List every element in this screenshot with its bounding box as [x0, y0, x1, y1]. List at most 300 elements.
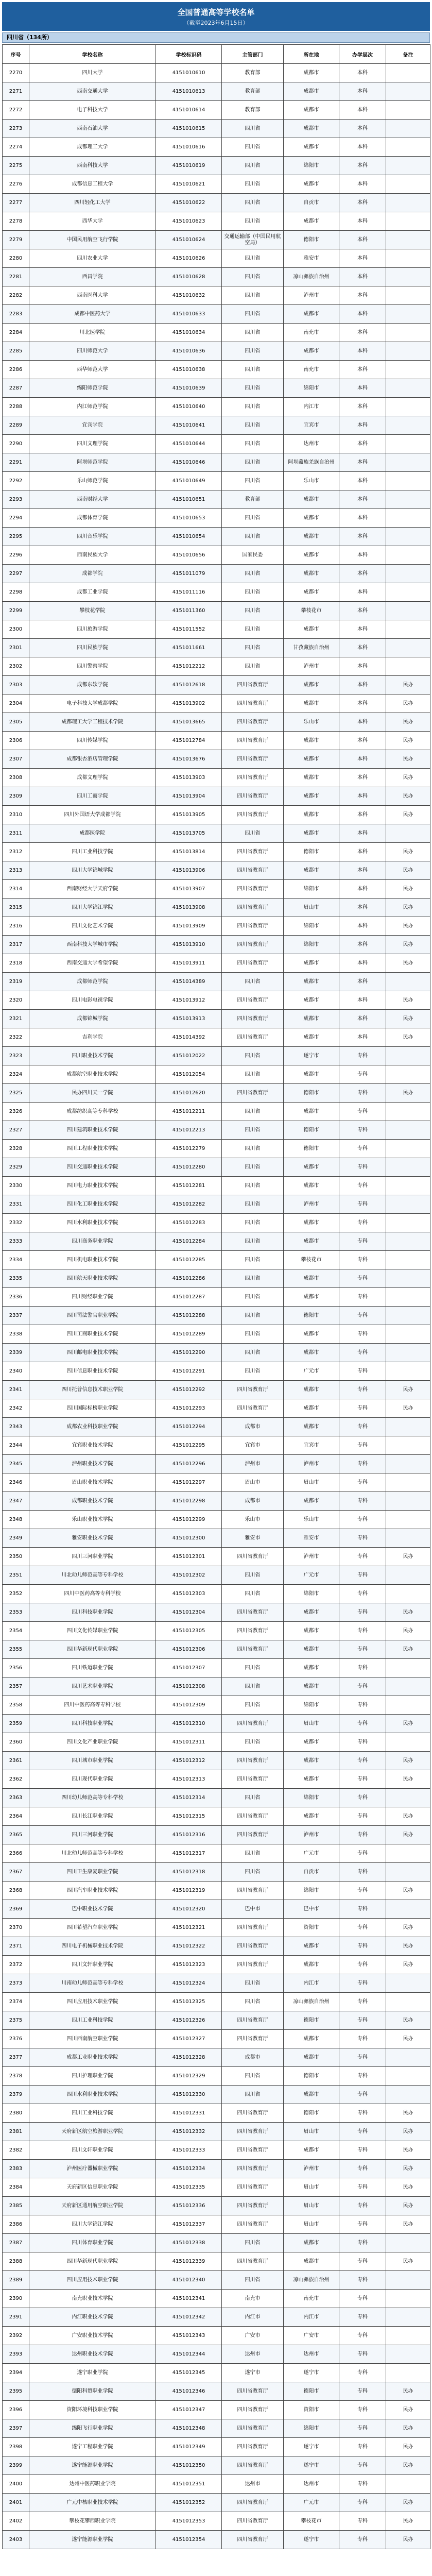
school-code-cell: 4151012340	[156, 2271, 222, 2290]
school-name-cell: 中国民用航空飞行学院	[29, 231, 156, 249]
row-number-cell: 2281	[3, 268, 29, 286]
school-name-cell: 雅安职业技术学院	[29, 1529, 156, 1548]
table-row	[3, 398, 430, 416]
school-code-cell: 4151012345	[156, 2364, 222, 2382]
table-row	[3, 824, 430, 843]
note-cell	[386, 657, 430, 676]
note-cell: 民办	[386, 2456, 430, 2475]
note-cell: 民办	[386, 861, 430, 880]
row-number-cell: 2373	[3, 1974, 29, 1993]
col-header: 学校标识码	[156, 45, 222, 64]
school-name-cell: 达州中医药职业学院	[29, 2475, 156, 2494]
location-cell: 内江市	[284, 398, 339, 416]
level-cell: 本科	[339, 82, 386, 101]
school-code-cell: 4151012347	[156, 2401, 222, 2419]
level-cell: 本科	[339, 676, 386, 694]
location-cell: 达州市	[284, 2345, 339, 2364]
location-cell: 成都市	[284, 750, 339, 769]
table-row	[3, 1232, 430, 1251]
authority-cell: 四川省	[222, 1863, 284, 1882]
location-cell: 成都市	[284, 583, 339, 602]
level-cell: 本科	[339, 936, 386, 954]
school-name-cell: 四川大学	[29, 64, 156, 82]
note-cell	[386, 1325, 430, 1344]
school-code-cell: 4151012282	[156, 1195, 222, 1214]
authority-cell: 四川省	[222, 194, 284, 212]
school-code-cell: 4151013912	[156, 991, 222, 1010]
table-row	[3, 1065, 430, 1084]
location-cell: 广元市	[284, 1362, 339, 1381]
school-code-cell: 4151012327	[156, 2030, 222, 2048]
school-code-cell: 4151012300	[156, 1529, 222, 1548]
school-code-cell: 4151012318	[156, 1863, 222, 1882]
authority-cell: 四川省	[222, 1659, 284, 1677]
level-cell: 专科	[339, 1622, 386, 1640]
location-cell: 巴中市	[284, 1900, 339, 1919]
authority-cell: 四川省	[222, 1251, 284, 1269]
row-number-cell: 2388	[3, 2252, 29, 2271]
school-code-cell: 4151013665	[156, 713, 222, 732]
school-name-cell: 四川师范大学	[29, 342, 156, 361]
table-row	[3, 2067, 430, 2086]
note-cell	[386, 583, 430, 602]
col-header: 办学层次	[339, 45, 386, 64]
table-row	[3, 657, 430, 676]
level-cell: 专科	[339, 2364, 386, 2382]
col-header: 学校名称	[29, 45, 156, 64]
school-name-cell: 川北医学院	[29, 324, 156, 342]
school-name-cell: 资阳环境科技职业学院	[29, 2401, 156, 2419]
level-cell: 本科	[339, 64, 386, 82]
level-cell: 专科	[339, 1640, 386, 1659]
location-cell: 自贡市	[284, 1863, 339, 1882]
note-cell	[386, 1177, 430, 1195]
level-cell: 专科	[339, 1492, 386, 1511]
table-row	[3, 973, 430, 991]
table-row	[3, 1733, 430, 1752]
authority-cell: 四川省教育厅	[222, 1807, 284, 1826]
location-cell: 眉山市	[284, 1715, 339, 1733]
school-name-cell: 西南医科大学	[29, 286, 156, 305]
school-code-cell: 4151010615	[156, 120, 222, 138]
school-code-cell: 4151012331	[156, 2104, 222, 2123]
location-cell: 成都市	[284, 64, 339, 82]
authority-cell: 四川省	[222, 1696, 284, 1715]
level-cell: 专科	[339, 2345, 386, 2364]
school-name-cell: 宜宾职业技术学院	[29, 1436, 156, 1455]
school-name-cell: 四川邮电职业技术学院	[29, 1344, 156, 1362]
authority-cell: 四川省	[222, 2067, 284, 2086]
note-cell	[386, 2067, 430, 2086]
row-number-cell: 2291	[3, 453, 29, 472]
note-cell: 民办	[386, 1826, 430, 1844]
note-cell	[386, 1121, 430, 1140]
note-cell	[386, 1158, 430, 1177]
location-cell: 成都市	[284, 2030, 339, 2048]
table-row	[3, 528, 430, 546]
authority-cell: 四川省	[222, 1344, 284, 1362]
table-row	[3, 2364, 430, 2382]
authority-cell: 四川省教育厅	[222, 676, 284, 694]
location-cell: 泸州市	[284, 657, 339, 676]
authority-cell: 四川省	[222, 361, 284, 379]
level-cell: 本科	[339, 880, 386, 899]
authority-cell: 四川省教育厅	[222, 750, 284, 769]
school-code-cell: 4151012285	[156, 1251, 222, 1269]
authority-cell: 四川省	[222, 1177, 284, 1195]
level-cell: 专科	[339, 2197, 386, 2215]
table-row	[3, 2123, 430, 2141]
authority-cell: 四川省	[222, 2271, 284, 2290]
authority-cell: 四川省教育厅	[222, 1010, 284, 1028]
location-cell: 成都市	[284, 861, 339, 880]
authority-cell: 四川省教育厅	[222, 2494, 284, 2512]
note-cell: 民办	[386, 917, 430, 936]
authority-cell: 教育部	[222, 101, 284, 120]
note-cell	[386, 416, 430, 435]
authority-cell: 四川省	[222, 1789, 284, 1807]
location-cell: 自贡市	[284, 194, 339, 212]
row-number-cell: 2326	[3, 1103, 29, 1121]
school-name-cell: 川南幼儿师范高等专科学校	[29, 1974, 156, 1993]
table-row	[3, 2419, 430, 2438]
row-number-cell: 2306	[3, 732, 29, 750]
school-code-cell: 4151013903	[156, 769, 222, 787]
row-number-cell: 2296	[3, 546, 29, 565]
location-cell: 德阳市	[284, 1307, 339, 1325]
school-code-cell: 4151010623	[156, 212, 222, 231]
school-code-cell: 4151010656	[156, 546, 222, 565]
note-cell	[386, 490, 430, 509]
level-cell: 本科	[339, 1010, 386, 1028]
authority-cell: 四川省	[222, 379, 284, 398]
school-code-cell: 4151011360	[156, 602, 222, 620]
table-row	[3, 1529, 430, 1548]
location-cell: 遂宁市	[284, 2456, 339, 2475]
note-cell: 民办	[386, 1956, 430, 1974]
location-cell: 成都市	[284, 490, 339, 509]
level-cell: 本科	[339, 973, 386, 991]
row-number-cell: 2295	[3, 528, 29, 546]
table-row	[3, 676, 430, 694]
location-cell: 绵阳市	[284, 2419, 339, 2438]
school-name-cell: 四川汽车职业技术学院	[29, 1882, 156, 1900]
school-name-cell: 四川外国语大学成都学院	[29, 806, 156, 824]
level-cell: 专科	[339, 2327, 386, 2345]
note-cell: 民办	[386, 1937, 430, 1956]
location-cell: 成都市	[284, 1214, 339, 1232]
note-cell	[386, 1269, 430, 1288]
location-cell: 德阳市	[284, 231, 339, 249]
authority-cell: 四川省教育厅	[222, 861, 284, 880]
school-name-cell: 成都体育学院	[29, 509, 156, 528]
row-number-cell: 2336	[3, 1288, 29, 1307]
school-name-cell: 达州职业技术学院	[29, 2345, 156, 2364]
table-row	[3, 2290, 430, 2308]
row-number-cell: 2371	[3, 1937, 29, 1956]
school-name-cell: 阿坝师范学院	[29, 453, 156, 472]
note-cell: 民办	[386, 1752, 430, 1770]
school-name-cell: 川北幼儿师范高等专科学校	[29, 1844, 156, 1863]
school-name-cell: 成都理工大学工程技术学院	[29, 713, 156, 732]
location-cell: 德阳市	[284, 2382, 339, 2401]
authority-cell: 四川省	[222, 157, 284, 175]
table-row	[3, 231, 430, 249]
location-cell: 绵阳市	[284, 917, 339, 936]
location-cell: 成都市	[284, 1603, 339, 1622]
location-cell: 德阳市	[284, 2011, 339, 2030]
location-cell: 成都市	[284, 1288, 339, 1307]
row-number-cell: 2318	[3, 954, 29, 973]
school-code-cell: 4151012342	[156, 2308, 222, 2327]
location-cell: 成都市	[284, 2252, 339, 2271]
school-name-cell: 四川中医药高等专科学校	[29, 1696, 156, 1715]
note-cell: 民办	[386, 1640, 430, 1659]
col-header: 序号	[3, 45, 29, 64]
level-cell: 本科	[339, 157, 386, 175]
authority-cell: 四川省教育厅	[222, 806, 284, 824]
row-number-cell: 2303	[3, 676, 29, 694]
level-cell: 本科	[339, 583, 386, 602]
row-number-cell: 2365	[3, 1826, 29, 1844]
table-row	[3, 1381, 430, 1399]
location-cell: 绵阳市	[284, 1882, 339, 1900]
authority-cell: 四川省教育厅	[222, 2401, 284, 2419]
level-cell: 专科	[339, 1956, 386, 1974]
table-row	[3, 2104, 430, 2123]
location-cell: 雅安市	[284, 249, 339, 268]
school-name-cell: 四川水利职业技术学院	[29, 1214, 156, 1232]
note-cell: 民办	[386, 713, 430, 732]
table-row	[3, 453, 430, 472]
note-cell: 民办	[386, 2419, 430, 2438]
row-number-cell: 2325	[3, 1084, 29, 1103]
location-cell: 泸州市	[284, 1548, 339, 1566]
note-cell: 民办	[386, 880, 430, 899]
note-cell	[386, 2290, 430, 2308]
authority-cell: 四川省	[222, 1974, 284, 1993]
level-cell: 本科	[339, 324, 386, 342]
row-number-cell: 2403	[3, 2531, 29, 2549]
table-row	[3, 1993, 430, 2011]
school-name-cell: 吉利学院	[29, 1028, 156, 1047]
location-cell: 泸州市	[284, 2160, 339, 2178]
authority-cell: 四川省教育厅	[222, 2531, 284, 2549]
location-cell: 泸州市	[284, 1826, 339, 1844]
school-name-cell: 四川音乐学院	[29, 528, 156, 546]
school-name-cell: 四川电影电视学院	[29, 991, 156, 1010]
row-number-cell: 2386	[3, 2215, 29, 2234]
row-number-cell: 2385	[3, 2197, 29, 2215]
table-row	[3, 750, 430, 769]
table-row	[3, 2086, 430, 2104]
note-cell	[386, 639, 430, 657]
level-cell: 专科	[339, 1900, 386, 1919]
level-cell: 专科	[339, 1937, 386, 1956]
authority-cell: 遂宁市	[222, 2364, 284, 2382]
note-cell	[386, 1307, 430, 1325]
location-cell: 成都市	[284, 1010, 339, 1028]
note-cell	[386, 435, 430, 453]
school-name-cell: 成都航空职业技术学院	[29, 1065, 156, 1084]
note-cell	[386, 1566, 430, 1585]
school-name-cell: 西南交通大学希望学院	[29, 954, 156, 973]
school-name-cell: 宜宾学院	[29, 416, 156, 435]
note-cell: 民办	[386, 2382, 430, 2401]
note-cell	[386, 824, 430, 843]
authority-cell: 四川省教育厅	[222, 1715, 284, 1733]
authority-cell: 四川省	[222, 1288, 284, 1307]
table-row	[3, 713, 430, 732]
note-cell: 民办	[386, 1548, 430, 1566]
school-code-cell: 4151012335	[156, 2178, 222, 2197]
table-row	[3, 1807, 430, 1826]
note-cell	[386, 1065, 430, 1084]
location-cell: 成都市	[284, 806, 339, 824]
school-code-cell: 4151012348	[156, 2419, 222, 2438]
note-cell: 民办	[386, 2438, 430, 2456]
authority-cell: 四川省	[222, 1362, 284, 1381]
school-name-cell: 成都学院	[29, 565, 156, 583]
school-code-cell: 4151012307	[156, 1659, 222, 1677]
level-cell: 专科	[339, 1789, 386, 1807]
location-cell: 成都市	[284, 1659, 339, 1677]
level-cell: 本科	[339, 769, 386, 787]
row-number-cell: 2339	[3, 1344, 29, 1362]
authority-cell: 交通运输部（中国民用航空局）	[222, 231, 284, 249]
row-number-cell: 2400	[3, 2475, 29, 2494]
school-name-cell: 四川文轩职业学院	[29, 2141, 156, 2160]
authority-cell: 四川省	[222, 120, 284, 138]
row-number-cell: 2359	[3, 1715, 29, 1733]
table-row	[3, 2178, 430, 2197]
location-cell: 成都市	[284, 528, 339, 546]
authority-cell: 成都市	[222, 2048, 284, 2067]
table-row	[3, 101, 430, 120]
level-cell: 专科	[339, 1436, 386, 1455]
level-cell: 本科	[339, 231, 386, 249]
school-code-cell: 4151012351	[156, 2475, 222, 2494]
level-cell: 专科	[339, 1140, 386, 1158]
level-cell: 本科	[339, 732, 386, 750]
location-cell: 德阳市	[284, 1140, 339, 1158]
school-code-cell: 4151012343	[156, 2327, 222, 2345]
row-number-cell: 2344	[3, 1436, 29, 1455]
note-cell	[386, 157, 430, 175]
location-cell: 成都市	[284, 694, 339, 713]
note-cell: 民办	[386, 954, 430, 973]
authority-cell: 四川省	[222, 602, 284, 620]
location-cell: 成都市	[284, 1937, 339, 1956]
school-code-cell: 4151012354	[156, 2531, 222, 2549]
row-number-cell: 2349	[3, 1529, 29, 1548]
table-row	[3, 1028, 430, 1047]
note-cell: 民办	[386, 2401, 430, 2419]
note-cell	[386, 342, 430, 361]
school-name-cell: 西南交通大学	[29, 82, 156, 101]
school-name-cell: 四川财经职业学院	[29, 1288, 156, 1307]
school-code-cell: 4151012315	[156, 1807, 222, 1826]
school-name-cell: 四川电力职业技术学院	[29, 1177, 156, 1195]
location-cell: 成都市	[284, 1956, 339, 1974]
authority-cell: 四川省教育厅	[222, 1084, 284, 1103]
school-code-cell: 4151012323	[156, 1956, 222, 1974]
note-cell	[386, 1251, 430, 1269]
table-row	[3, 1937, 430, 1956]
table-row	[3, 1455, 430, 1473]
row-number-cell: 2367	[3, 1863, 29, 1882]
school-name-cell: 成都农业科技职业学院	[29, 1418, 156, 1436]
school-name-cell: 四川文化产业职业学院	[29, 1733, 156, 1752]
table-row	[3, 1177, 430, 1195]
location-cell: 成都市	[284, 991, 339, 1010]
school-name-cell: 内江师范学院	[29, 398, 156, 416]
school-name-cell: 四川应用技术职业学院	[29, 1993, 156, 2011]
row-number-cell: 2396	[3, 2401, 29, 2419]
authority-cell: 四川省	[222, 1232, 284, 1251]
school-code-cell: 4151012298	[156, 1492, 222, 1511]
school-name-cell: 乐山师范学院	[29, 472, 156, 490]
level-cell: 专科	[339, 1121, 386, 1140]
school-name-cell: 四川化工职业技术学院	[29, 1195, 156, 1214]
row-number-cell: 2390	[3, 2290, 29, 2308]
school-code-cell: 4151012313	[156, 1770, 222, 1789]
table-row	[3, 194, 430, 212]
level-cell: 专科	[339, 1307, 386, 1325]
authority-cell: 泸州市	[222, 1455, 284, 1473]
row-number-cell: 2270	[3, 64, 29, 82]
note-cell	[386, 249, 430, 268]
authority-cell: 四川省	[222, 268, 284, 286]
level-cell: 本科	[339, 546, 386, 565]
school-name-cell: 巴中职业技术学院	[29, 1900, 156, 1919]
level-cell: 专科	[339, 1103, 386, 1121]
level-cell: 本科	[339, 361, 386, 379]
table-row	[3, 1770, 430, 1789]
school-name-cell: 四川工业科技学院	[29, 2011, 156, 2030]
authority-cell: 四川省教育厅	[222, 2197, 284, 2215]
note-cell	[386, 1789, 430, 1807]
school-name-cell: 西南科技大学	[29, 157, 156, 175]
level-cell: 专科	[339, 1715, 386, 1733]
level-cell: 专科	[339, 2030, 386, 2048]
note-cell	[386, 2327, 430, 2345]
authority-cell: 四川省	[222, 1733, 284, 1752]
level-cell: 本科	[339, 806, 386, 824]
location-cell: 成都市	[284, 342, 339, 361]
school-code-cell: 4151012310	[156, 1715, 222, 1733]
row-number-cell: 2381	[3, 2123, 29, 2141]
document-subtitle: （截至2023年6月15日）	[183, 20, 249, 26]
row-number-cell: 2287	[3, 379, 29, 398]
level-cell: 本科	[339, 657, 386, 676]
note-cell	[386, 1585, 430, 1603]
level-cell: 专科	[339, 2252, 386, 2271]
school-code-cell: 4151011079	[156, 565, 222, 583]
row-number-cell: 2333	[3, 1232, 29, 1251]
authority-cell: 四川省教育厅	[222, 2178, 284, 2197]
school-name-cell: 绵阳师范学院	[29, 379, 156, 398]
school-code-cell: 4151013907	[156, 880, 222, 899]
level-cell: 本科	[339, 379, 386, 398]
table-row	[3, 732, 430, 750]
table-row	[3, 1622, 430, 1640]
note-cell	[386, 175, 430, 194]
note-cell: 民办	[386, 676, 430, 694]
authority-cell: 四川省教育厅	[222, 2215, 284, 2234]
title-banner	[2, 2, 430, 31]
school-code-cell: 4151010639	[156, 379, 222, 398]
